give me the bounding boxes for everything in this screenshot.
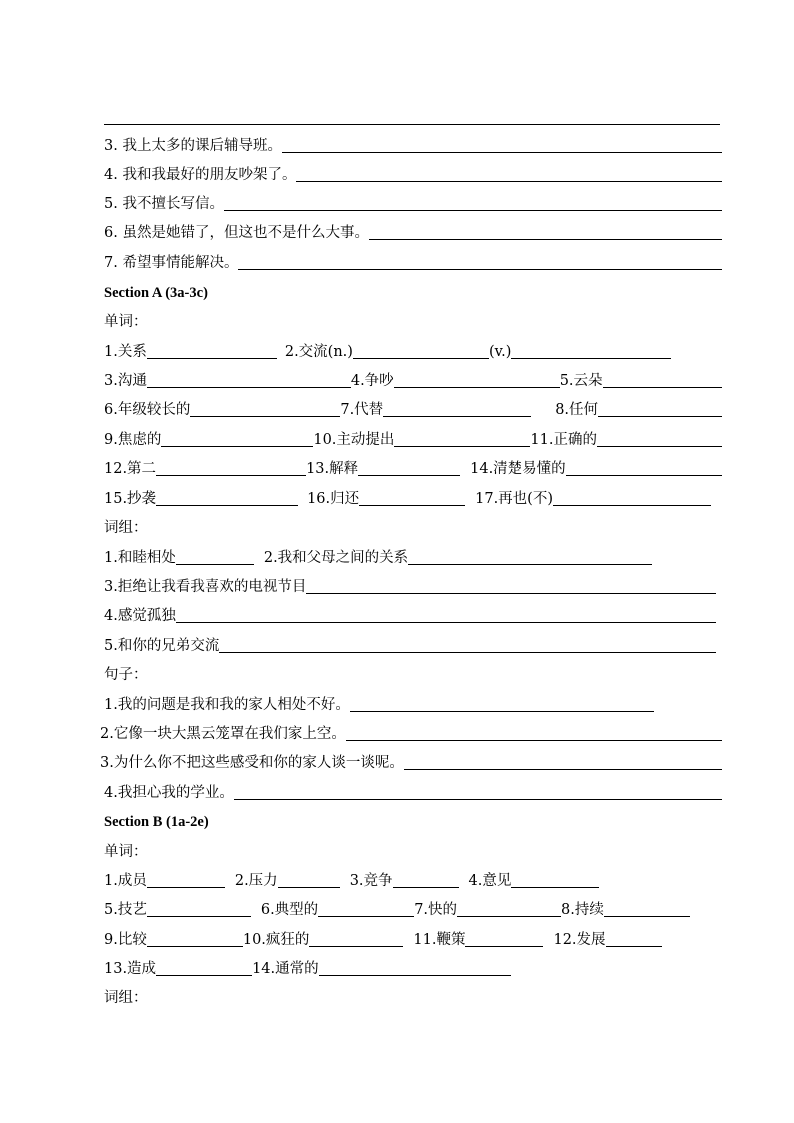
answer-blank[interactable] xyxy=(408,548,652,565)
answer-blank[interactable] xyxy=(190,400,340,417)
answer-blank[interactable] xyxy=(156,959,252,976)
sentence-row: 4.我担心我的学业。 xyxy=(104,780,722,802)
section-a-sentences-label: 句子： xyxy=(104,667,148,683)
answer-blank[interactable] xyxy=(346,724,722,741)
sentence-row: 2.它像一块大黑云笼罩在我们家上空。 xyxy=(100,721,722,743)
translate-line: 7. 希望事情能解决。 xyxy=(104,250,722,272)
answer-blank[interactable] xyxy=(156,459,306,476)
section-b-phrases-label: 词组： xyxy=(104,990,148,1006)
answer-blank[interactable] xyxy=(219,636,716,653)
answer-blank[interactable] xyxy=(603,371,722,388)
answer-blank[interactable] xyxy=(404,753,722,770)
answer-blank[interactable] xyxy=(319,959,511,976)
phrase-row: 1.和睦相处 2.我和父母之间的关系 xyxy=(104,545,722,567)
answer-blank[interactable] xyxy=(309,930,403,947)
answer-blank[interactable] xyxy=(306,577,716,594)
answer-blank[interactable] xyxy=(465,930,543,947)
answer-blank[interactable] xyxy=(394,430,530,447)
phrase-row: 4.感觉孤独 xyxy=(104,603,722,625)
answer-blank[interactable] xyxy=(296,165,722,182)
answer-blank[interactable] xyxy=(224,194,722,211)
answer-blank[interactable] xyxy=(147,342,277,359)
top-answer-line xyxy=(104,124,720,125)
translate-line: 4. 我和我最好的朋友吵架了。 xyxy=(104,162,722,184)
phrase-row: 3.拒绝让我看我喜欢的电视节目 xyxy=(104,574,722,596)
word-row: 5.技艺 6.典型的 7.快的 8.持续 xyxy=(104,897,722,919)
section-a-phrases-label: 词组： xyxy=(104,520,148,536)
answer-blank[interactable] xyxy=(147,930,243,947)
word-row: 15.抄袭 16.归还 17.再也(不) xyxy=(104,486,722,508)
answer-blank[interactable] xyxy=(176,548,254,565)
answer-blank[interactable] xyxy=(566,459,722,476)
answer-blank[interactable] xyxy=(176,606,716,623)
section-b-heading: Section B (1a-2e) xyxy=(104,814,209,830)
word-row: 9.焦虑的 10.主动提出 11.正确的 xyxy=(104,427,722,449)
translate-line: 6. 虽然是她错了，但这也不是什么大事。 xyxy=(104,220,722,242)
word-row: 12.第二 13.解释 14.清楚易懂的 xyxy=(104,456,722,478)
answer-blank[interactable] xyxy=(369,223,722,240)
answer-blank[interactable] xyxy=(359,489,465,506)
answer-blank[interactable] xyxy=(318,900,414,917)
answer-blank[interactable] xyxy=(553,489,711,506)
word-row: 1.关系 2.交流(n.) (v.) xyxy=(104,339,722,361)
word-row: 13.造成 14.通常的 xyxy=(104,956,722,978)
section-a-heading: Section A (3a-3c) xyxy=(104,285,208,301)
answer-blank[interactable] xyxy=(383,400,531,417)
answer-blank[interactable] xyxy=(161,430,313,447)
answer-blank[interactable] xyxy=(353,342,489,359)
answer-blank[interactable] xyxy=(147,871,225,888)
answer-blank[interactable] xyxy=(282,136,722,153)
answer-blank[interactable] xyxy=(606,930,662,947)
answer-blank[interactable] xyxy=(394,371,560,388)
section-a-words-label: 单词： xyxy=(104,314,148,330)
word-row: 6.年级较长的 7.代替 8.任何 xyxy=(104,397,722,419)
answer-blank[interactable] xyxy=(156,489,298,506)
answer-blank[interactable] xyxy=(147,371,351,388)
word-row: 9.比较 10.疯狂的 11.鞭策 12.发展 xyxy=(104,927,722,949)
answer-blank[interactable] xyxy=(597,430,722,447)
answer-blank[interactable] xyxy=(604,900,690,917)
answer-blank[interactable] xyxy=(350,695,654,712)
phrase-row: 5.和你的兄弟交流 xyxy=(104,633,722,655)
sentence-row: 1.我的问题是我和我的家人相处不好。 xyxy=(104,692,722,714)
translate-line: 5. 我不擅长写信。 xyxy=(104,191,722,213)
answer-blank[interactable] xyxy=(278,871,340,888)
section-b-words-label: 单词： xyxy=(104,844,148,860)
answer-blank[interactable] xyxy=(511,871,599,888)
answer-blank[interactable] xyxy=(238,253,722,270)
answer-blank[interactable] xyxy=(511,342,671,359)
answer-blank[interactable] xyxy=(393,871,459,888)
answer-blank[interactable] xyxy=(598,400,722,417)
word-row: 3.沟通 4.争吵 5.云朵 xyxy=(104,368,722,390)
word-row: 1.成员 2.压力 3.竞争 4.意见 xyxy=(104,868,722,890)
translate-line: 3. 我上太多的课后辅导班。 xyxy=(104,133,722,155)
answer-blank[interactable] xyxy=(147,900,251,917)
answer-blank[interactable] xyxy=(457,900,561,917)
answer-blank[interactable] xyxy=(358,459,460,476)
answer-blank[interactable] xyxy=(234,783,722,800)
sentence-row: 3.为什么你不把这些感受和你的家人谈一谈呢。 xyxy=(100,750,722,772)
